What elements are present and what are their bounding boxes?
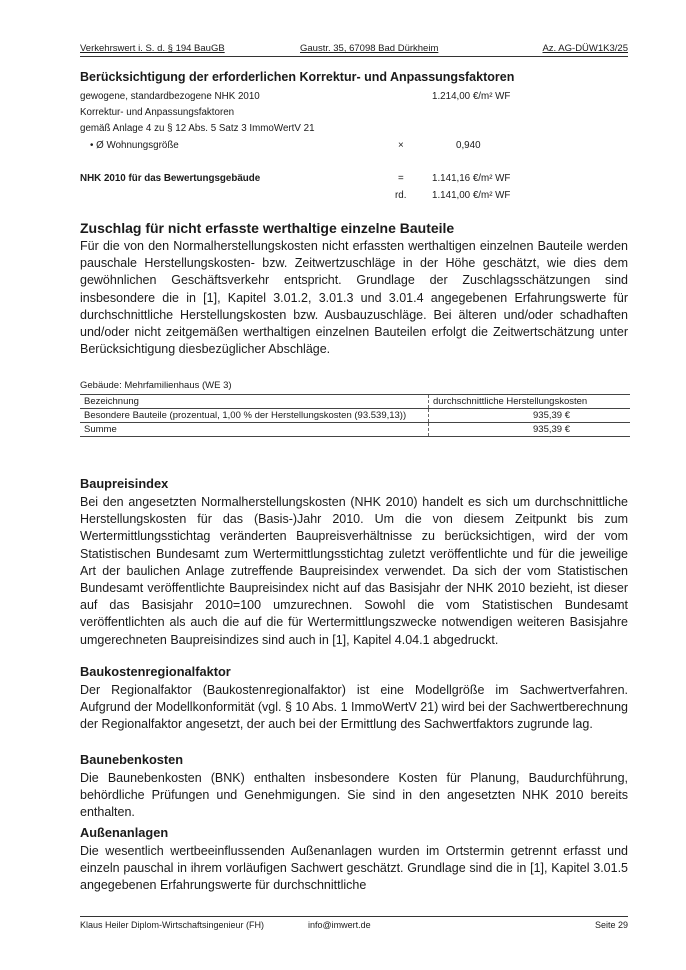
table-header-designation: Bezeichnung <box>80 395 429 409</box>
table-caption: Gebäude: Mehrfamilienhaus (WE 3) <box>80 380 232 391</box>
bauteile-table <box>80 394 630 437</box>
legal-basis-label: gemäß Anlage 4 zu § 12 Abs. 5 Satz 3 ImmoWertV 21 <box>80 123 315 134</box>
equals-operator: = <box>398 173 404 184</box>
table-cell-name: Besondere Bauteile (prozentual, 1,00 % der Herstellungskosten (93.539,13)) <box>80 409 429 423</box>
apartment-size-label: • Ø Wohnungsgröße <box>90 140 179 151</box>
nhk-label: gewogene, standardbezogene NHK 2010 <box>80 91 260 102</box>
korrektur-heading: Berücksichtigung der erforderlichen Korrektur- und Anpassungsfaktoren <box>80 70 515 84</box>
header-address: Gaustr. 35, 67098 Bad Dürkheim <box>300 43 439 54</box>
baupreisindex-heading: Baupreisindex <box>80 476 169 491</box>
baupreisindex-paragraph: Bei den angesetzten Normalherstellungskosten (NHK 2010) handelt es sich um durchschnittliche Herstellungskosten für das (Basis-)Jahr 2010. Um die von diesem Zeitpunkt bis zum Wertermittlungsstichtag veränderten Baupreisverhältnisse zu berücksichtigen, wird der vom Statistischen Bundesamt zum Wertermittlungsstichtag zuletzt veröffentlichte und für die jeweilige Art der baulichen Anlage zutreffende Baupreisindex verwendet. Da sich der vom Statistischen Bundesamt veröffentlichte Baupreisindex nicht auf das Basisjahr der NHK 2010 bezieht, ist dieser auf das Basisjahr 2010=100 umzurechnen. Sowohl die vom Statistischen Bundesamt veröffentlichten als auch die auf die für Wertermittlungszwecke notwendigen weiteren Basisjahre umgerechneten Baupreisindizes sind auch in [1], Kapitel 4.04.1 abgedruckt. <box>80 495 628 647</box>
result-label: NHK 2010 für das Bewertungsgebäude <box>80 173 261 184</box>
footer-page-number: Seite 29 <box>594 920 628 930</box>
table-sum-label: Summe <box>80 423 429 437</box>
page-header <box>80 41 628 57</box>
zuschlag-heading: Zuschlag für nicht erfasste werthaltige einzelne Bauteile <box>80 220 455 236</box>
zuschlag-paragraph: Für die von den Normalherstellungskosten nicht erfassten werthaltigen einzelnen Bauteile werden pauschale Herstellungskosten- bzw. Zeitwertzuschläge in der Höhe geschätzt, wie dies dem gewöhnlichen Geschäftsverkehr entspricht. Grundlage der Zuschlagsschätzungen sind insbesondere die in [1], Kapitel 3.01.2, 3.01.3 und 3.01.4 angegebenen Erfahrungswerte für durchschnittliche Herstellungskosten bzw. Ausbauzuschläge. Bei älteren und/oder schadhaften und/oder nicht zeitgemäßen werthaltigen einzelnen Bauteilen erfolgt die Zeitwertschätzung unter Berücksichtigung diesbezüglicher Abschläge. <box>80 239 628 357</box>
footer-email: info@imwert.de <box>308 920 371 930</box>
page-footer <box>80 916 628 931</box>
regionalfaktor-heading: Baukostenregionalfaktor <box>80 664 231 679</box>
header-title: Verkehrswert i. S. d. § 194 BauGB <box>80 43 225 54</box>
baunebenkosten-paragraph: Die Baunebenkosten (BNK) enthalten insbesondere Kosten für Planung, Baudurchführung, behördliche Prüfungen und Genehmigungen. Sie sind in den angesetzten NHK 2010 bereits enthalten. <box>80 771 628 820</box>
table-header-row <box>80 395 630 409</box>
apartment-size-factor: 0,940 <box>456 140 481 151</box>
header-file-number: Az. AG-DÜW1K3/25 <box>542 43 628 54</box>
regionalfaktor-paragraph: Der Regionalfaktor (Baukostenregionalfaktor) ist eine Modellgröße im Sachwertverfahren. Aufgrund der Modellkonformität (vgl. § 10 Abs. 1 ImmoWertV 21) wird bei der Sachwertberechnung der Regionalfaktor angesetzt, der auch bei der Ermittlung des Sachwertfaktors zugrunde lag. <box>80 683 628 732</box>
multiply-operator: × <box>398 140 404 151</box>
table-sum-value: 935,39 € <box>429 423 631 437</box>
aussenanlagen-heading: Außenanlagen <box>80 825 169 840</box>
footer-author: Klaus Heiler Diplom-Wirtschaftsingenieur (FH) <box>80 920 265 930</box>
result-value: 1.141,16 €/m² WF <box>432 173 511 184</box>
table-row <box>80 409 630 423</box>
table-sum-row <box>80 423 630 437</box>
table-header-costs: durchschnittliche Herstellungskosten <box>429 395 631 409</box>
factors-label: Korrektur- und Anpassungsfaktoren <box>80 107 235 118</box>
nhk-value: 1.214,00 €/m² WF <box>432 91 511 102</box>
rounded-prefix: rd. <box>395 190 407 201</box>
baunebenkosten-heading: Baunebenkosten <box>80 752 184 767</box>
rounded-value: 1.141,00 €/m² WF <box>432 190 511 201</box>
table-cell-value: 935,39 € <box>429 409 631 423</box>
aussenanlagen-paragraph: Die wesentlich wertbeeinflussenden Außenanlagen wurden im Ortstermin getrennt erfasst und einzeln pauschal in ihrem vorläufigen Sachwert geschätzt. Grundlage sind die in [1], Kapitel 3.01.5 angegebenen Erfahrungswerte für durchschnittliche <box>80 844 628 893</box>
